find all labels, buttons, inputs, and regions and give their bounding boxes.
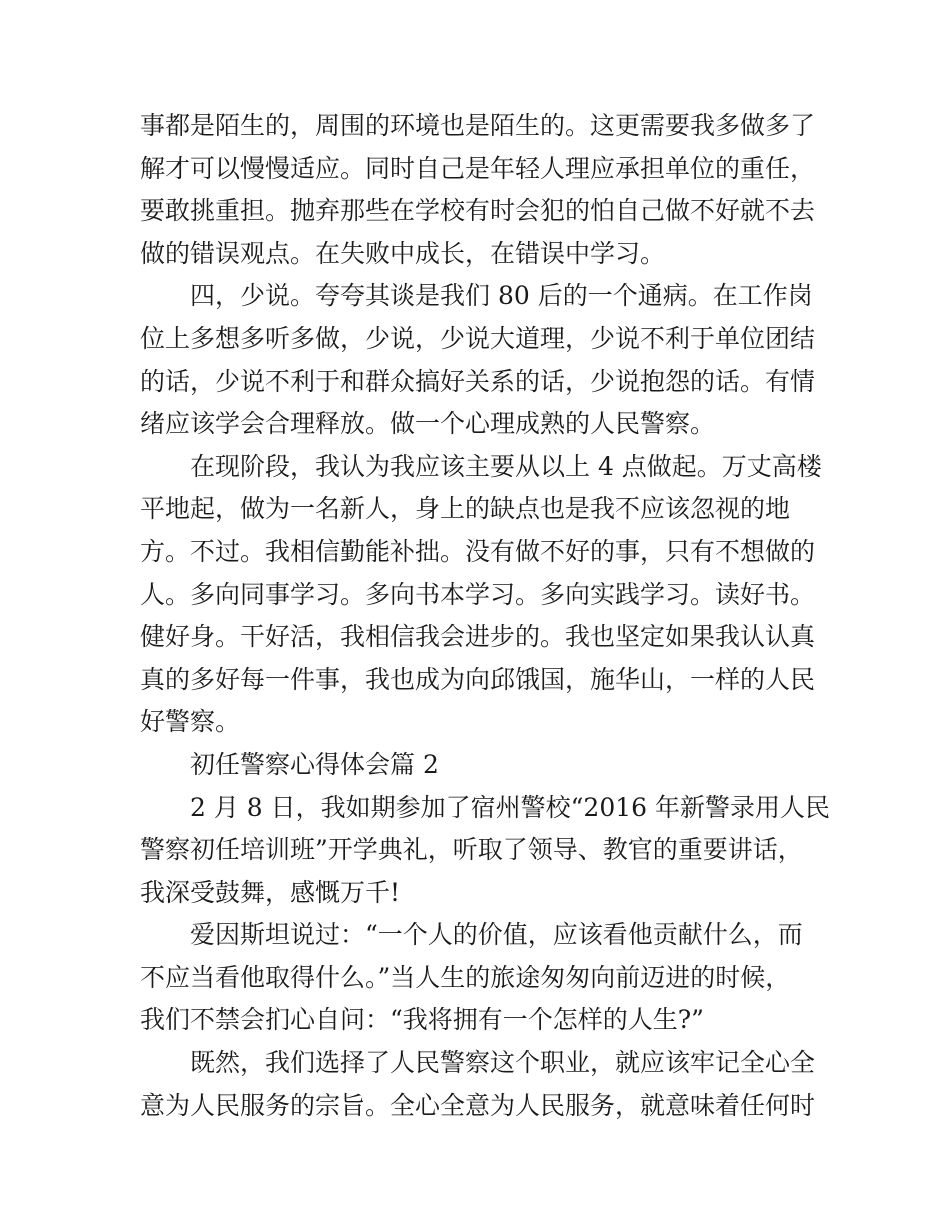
text-line: 不应当看他取得什么。”当人生的旅途匆匆向前迈进的时候， — [140, 962, 791, 992]
text-line: 要敢挑重担。抛弃那些在学校有时会犯的怕自己做不好就不去 — [140, 196, 816, 226]
text-line: 解才可以慢慢适应。同时自己是年轻人理应承担单位的重任， — [140, 153, 816, 183]
section-heading: 初任警察心得体会篇 2 — [190, 749, 439, 779]
text-line: 方。不过。我相信勤能补拙。没有做不好的事，只有不想做的 — [140, 536, 816, 566]
text-line: 真的多好每一件事，我也成为向邱饿国，施华山，一样的人民 — [140, 664, 816, 694]
text-line: 平地起，做为一名新人，身上的缺点也是我不应该忽视的地 — [140, 494, 791, 524]
paragraph-first-line: 在现阶段，我认为我应该主要从以上 4 点做起。万丈高楼 — [190, 451, 822, 481]
text-line: 我深受鼓舞，感慨万千! — [140, 877, 401, 907]
text-line: 事都是陌生的，周围的环境也是陌生的。这更需要我多做多了 — [140, 111, 816, 140]
text-line: 人。多向同事学习。多向书本学习。多向实践学习。读好书。 — [140, 579, 816, 609]
text-line: 做的错误观点。在失败中成长，在错误中学习。 — [140, 238, 666, 268]
text-line: 的话，少说不利于和群众搞好关系的话，少说抱怨的话。有情 — [140, 366, 816, 396]
paragraph-first-line: 四，少说。夸夸其谈是我们 80 后的一个通病。在工作岗 — [190, 281, 813, 311]
text-line: 警察初任培训班”开学典礼，听取了领导、教官的重要讲话， — [140, 835, 803, 865]
text-line: 好警察。 — [140, 707, 241, 737]
paragraph-first-line: 爱因斯坦说过：“一个人的价值，应该看他贡献什么，而 — [190, 920, 803, 950]
text-line: 健好身。干好活，我相信我会进步的。我也坚定如果我认认真 — [140, 622, 816, 652]
paragraph-first-line: 2 月 8 日，我如期参加了宿州警校“2016 年新警录用人民 — [190, 792, 831, 822]
text-line: 位上多想多听多做，少说，少说大道理，少说不利于单位团结 — [140, 323, 816, 353]
text-line: 绪应该学会合理释放。做一个心理成熟的人民警察。 — [140, 409, 716, 439]
document-body — [140, 105, 831, 1127]
text-line: 意为人民服务的宗旨。全心全意为人民服务，就意味着任何时 — [140, 1090, 816, 1120]
text-line: 我们不禁会扪心自问：“我将拥有一个怎样的人生?” — [140, 1005, 704, 1035]
paragraph-first-line: 既然，我们选择了人民警察这个职业，就应该牢记全心全 — [190, 1048, 816, 1078]
